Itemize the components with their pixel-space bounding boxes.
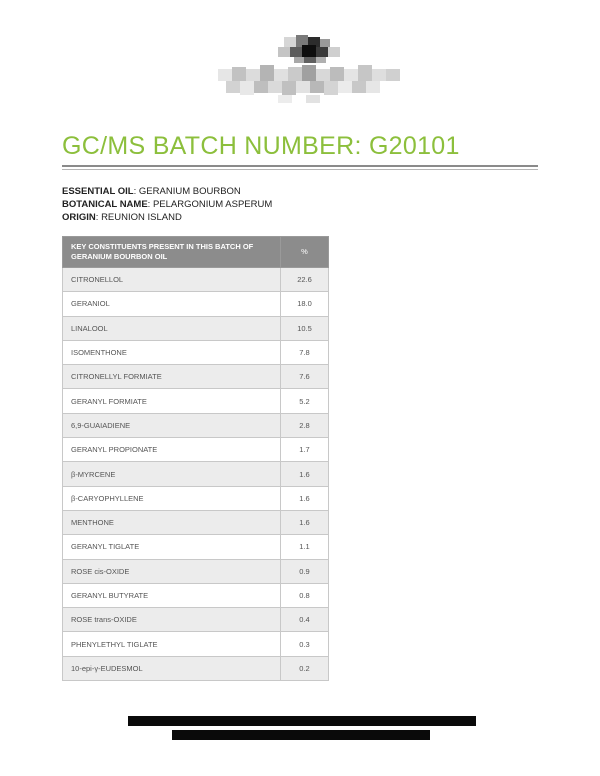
table-row <box>63 510 329 534</box>
table-row <box>63 413 329 437</box>
table-row <box>63 365 329 389</box>
constituent-percent: 0.4 <box>281 608 329 632</box>
origin-value: REUNION ISLAND <box>101 212 182 223</box>
constituent-name: GERANYL TIGLATE <box>63 535 281 559</box>
constituent-name: 6,9-GUAIADIENE <box>63 413 281 437</box>
constituent-percent: 1.6 <box>281 486 329 510</box>
table-row <box>63 462 329 486</box>
redaction-bar <box>172 730 430 740</box>
constituent-name: β-CARYOPHYLLENE <box>63 486 281 510</box>
title-divider-thin <box>62 169 538 170</box>
table-row <box>63 559 329 583</box>
logo-mark-pixels <box>278 35 340 63</box>
origin-row <box>62 211 272 224</box>
constituent-name: ISOMENTHONE <box>63 340 281 364</box>
table-row <box>63 389 329 413</box>
constituent-name: GERANYL FORMIATE <box>63 389 281 413</box>
constituent-column-header: KEY CONSTITUENTS PRESENT IN THIS BATCH OF GERANIUM BOURBON OIL <box>63 237 281 268</box>
constituent-name: CITRONELLYL FORMIATE <box>63 365 281 389</box>
label-separator: : <box>95 212 102 223</box>
constituent-name: β-MYRCENE <box>63 462 281 486</box>
company-logo <box>218 35 403 107</box>
title-divider <box>62 165 538 167</box>
constituent-percent: 10.5 <box>281 316 329 340</box>
table-row <box>63 438 329 462</box>
constituent-percent: 5.2 <box>281 389 329 413</box>
oil-details <box>62 185 272 224</box>
constituent-percent: 1.1 <box>281 535 329 559</box>
page-title: GC/MS BATCH NUMBER: G20101 <box>62 132 460 160</box>
constituent-percent: 18.0 <box>281 292 329 316</box>
constituent-name: 10-epi-γ-EUDESMOL <box>63 656 281 680</box>
constituent-name: ROSE cis-OXIDE <box>63 559 281 583</box>
constituent-percent: 0.9 <box>281 559 329 583</box>
constituents-table <box>62 236 329 681</box>
constituent-percent: 7.8 <box>281 340 329 364</box>
constituent-percent: 1.6 <box>281 510 329 534</box>
constituent-name: GERANYL BUTYRATE <box>63 583 281 607</box>
constituent-name: GERANYL PROPIONATE <box>63 438 281 462</box>
essential-oil-label: ESSENTIAL OIL <box>62 186 134 197</box>
logo-wordmark-pixels <box>218 65 400 103</box>
table-header-row <box>63 237 329 268</box>
table-row <box>63 486 329 510</box>
table-row <box>63 608 329 632</box>
table-row <box>63 535 329 559</box>
table-row <box>63 656 329 680</box>
constituent-percent: 0.2 <box>281 656 329 680</box>
constituent-name: MENTHONE <box>63 510 281 534</box>
essential-oil-value: GERANIUM BOURBON <box>138 186 241 197</box>
table-row <box>63 632 329 656</box>
constituent-name: GERANIOL <box>63 292 281 316</box>
constituent-name: CITRONELLOL <box>63 268 281 292</box>
constituent-percent: 1.7 <box>281 438 329 462</box>
constituent-percent: 1.6 <box>281 462 329 486</box>
label-separator: : <box>147 199 153 210</box>
percent-column-header: % <box>281 237 329 268</box>
botanical-name-label: BOTANICAL NAME <box>62 199 148 210</box>
label-separator: : <box>133 186 139 197</box>
constituent-name: ROSE trans-OXIDE <box>63 608 281 632</box>
table-row <box>63 316 329 340</box>
constituent-percent: 2.8 <box>281 413 329 437</box>
constituent-percent: 0.8 <box>281 583 329 607</box>
constituent-percent: 22.6 <box>281 268 329 292</box>
table-row <box>63 583 329 607</box>
constituents-table-body <box>63 268 329 681</box>
table-row <box>63 268 329 292</box>
botanical-name-value: PELARGONIUM ASPERUM <box>152 199 273 210</box>
constituent-percent: 7.6 <box>281 365 329 389</box>
constituent-percent: 0.3 <box>281 632 329 656</box>
constituent-name: LINALOOL <box>63 316 281 340</box>
botanical-name-row <box>62 198 272 211</box>
origin-label: ORIGIN <box>62 212 96 223</box>
constituent-name: PHENYLETHYL TIGLATE <box>63 632 281 656</box>
table-row <box>63 292 329 316</box>
essential-oil-row <box>62 185 272 198</box>
table-row <box>63 340 329 364</box>
redaction-bar <box>128 716 476 726</box>
